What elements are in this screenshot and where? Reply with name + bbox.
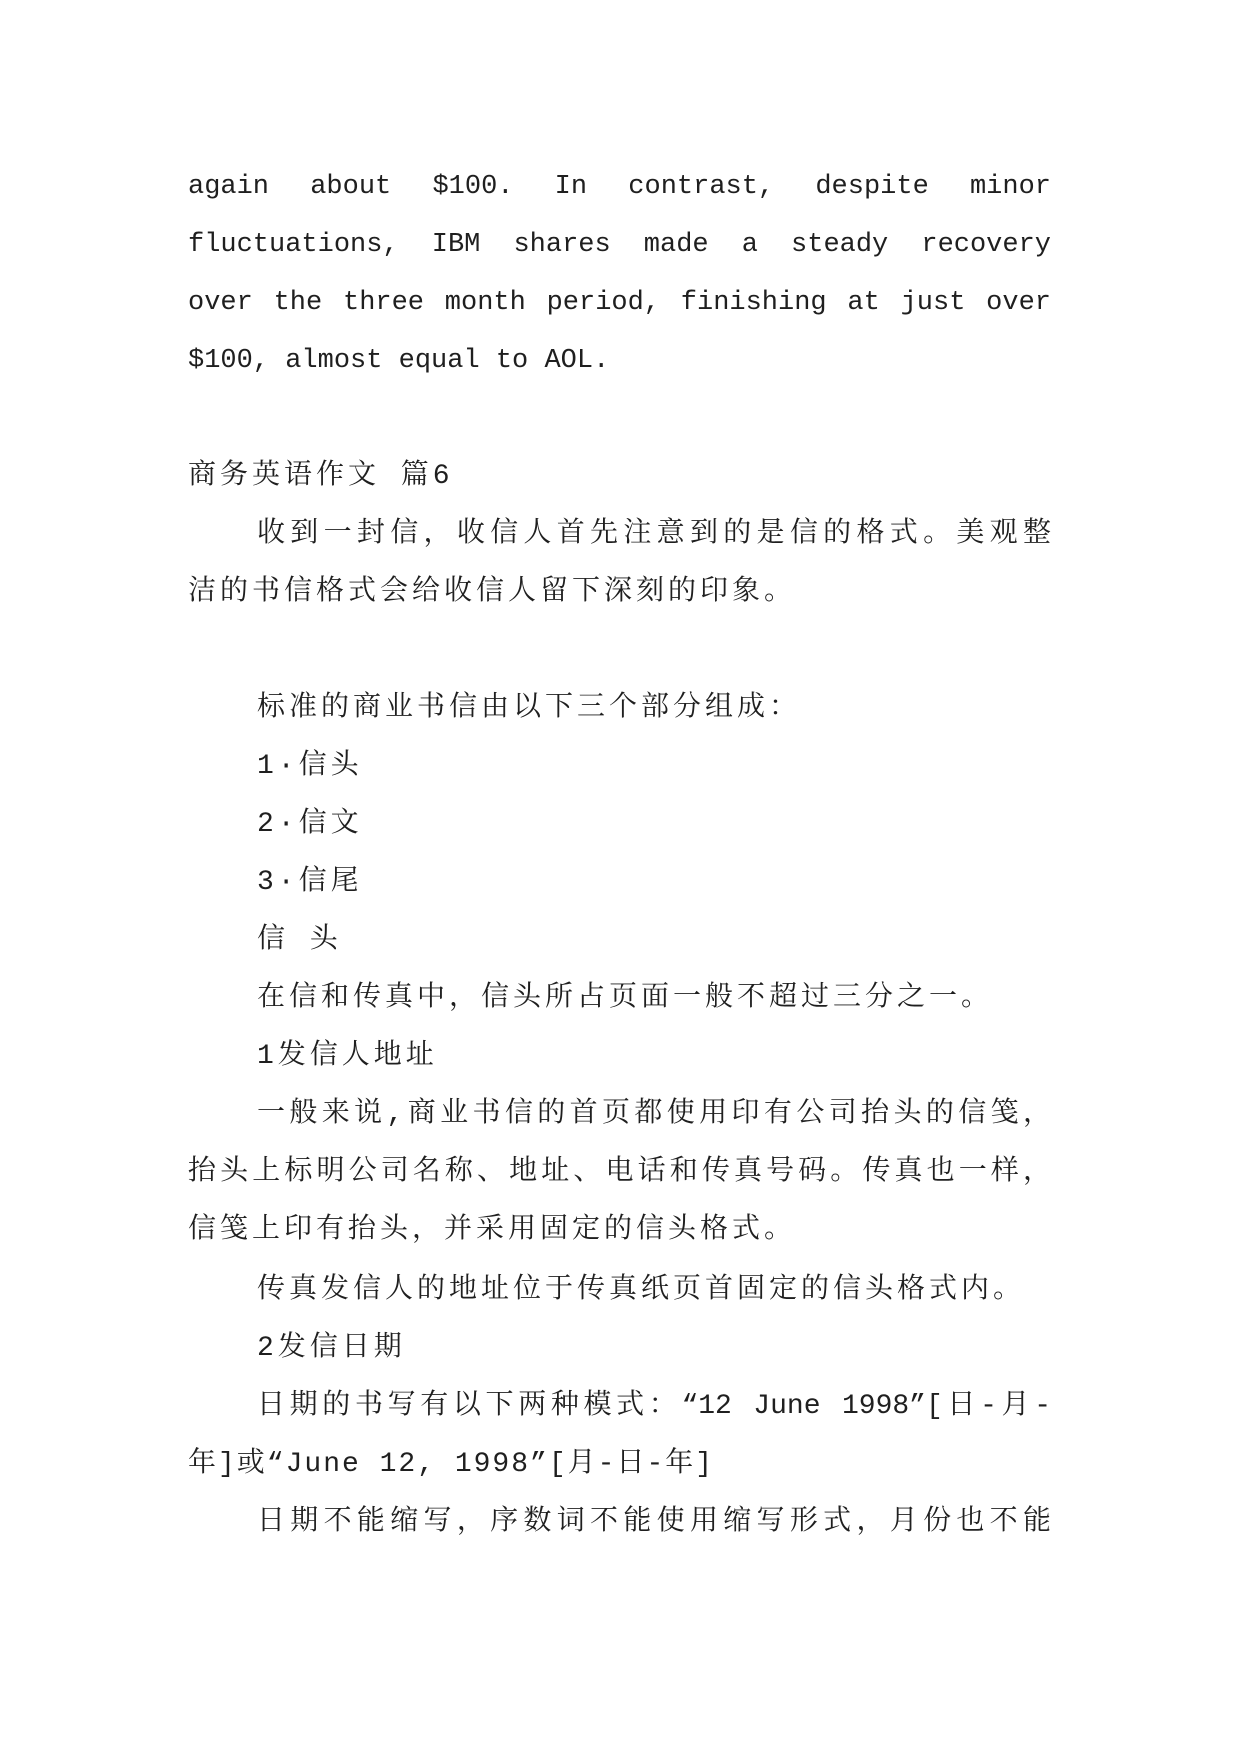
text-line: 洁的书信格式会给收信人留下深刻的印象。: [188, 577, 797, 608]
structure-list: [188, 738, 1051, 912]
page-content: [188, 158, 1051, 1552]
text-line: fluctuations, IBM shares made a steady recovery: [188, 230, 1051, 260]
sender-address-heading: 1发信人地址: [257, 1041, 438, 1072]
text-line: 年]或“June 12, 1998”[月-日-年]: [188, 1449, 715, 1480]
text-line: 信笺上印有抬头，并采用固定的信头格式。: [188, 1215, 797, 1246]
section-title: 商务英语作文 篇6: [188, 461, 454, 492]
text-line: $100, almost equal to AOL.: [188, 346, 610, 376]
sender-address-paragraph: [188, 1086, 1051, 1260]
english-paragraph: [188, 158, 1051, 390]
structure-list-item: 2·信文: [257, 809, 363, 840]
structure-list-item: 3·信尾: [257, 867, 363, 898]
intro-paragraph: [188, 506, 1051, 622]
text-line: 收到一封信，收信人首先注意到的是信的格式。美观整: [257, 519, 1051, 550]
text-line: 一般来说,商业书信的首页都使用印有公司抬头的信笺，: [257, 1099, 1051, 1130]
date-rule: 日期不能缩写，序数词不能使用缩写形式，月份也不能: [257, 1507, 1051, 1538]
text-line: 抬头上标明公司名称、地址、电话和传真号码。传真也一样，: [188, 1157, 1051, 1188]
text-line: over the three month period, finishing at just over: [188, 288, 1051, 318]
letterhead-heading: 信 头: [257, 925, 342, 956]
text-line: again about $100. In contrast, despite minor: [188, 172, 1051, 202]
fax-note: 传真发信人的地址位于传真纸页首固定的信头格式内。: [257, 1275, 1026, 1306]
date-paragraph: [188, 1378, 1051, 1494]
blank-line: [188, 622, 1051, 680]
structure-list-item: 1·信头: [257, 751, 363, 782]
text-line: 日期的书写有以下两种模式：“12 June 1998”[日-月-: [257, 1391, 1051, 1422]
letterhead-note: 在信和传真中，信头所占页面一般不超过三分之一。: [257, 983, 994, 1014]
structure-intro: 标准的商业书信由以下三个部分组成：: [257, 693, 802, 724]
date-heading: 2发信日期: [257, 1333, 406, 1364]
blank-line: [188, 390, 1051, 448]
